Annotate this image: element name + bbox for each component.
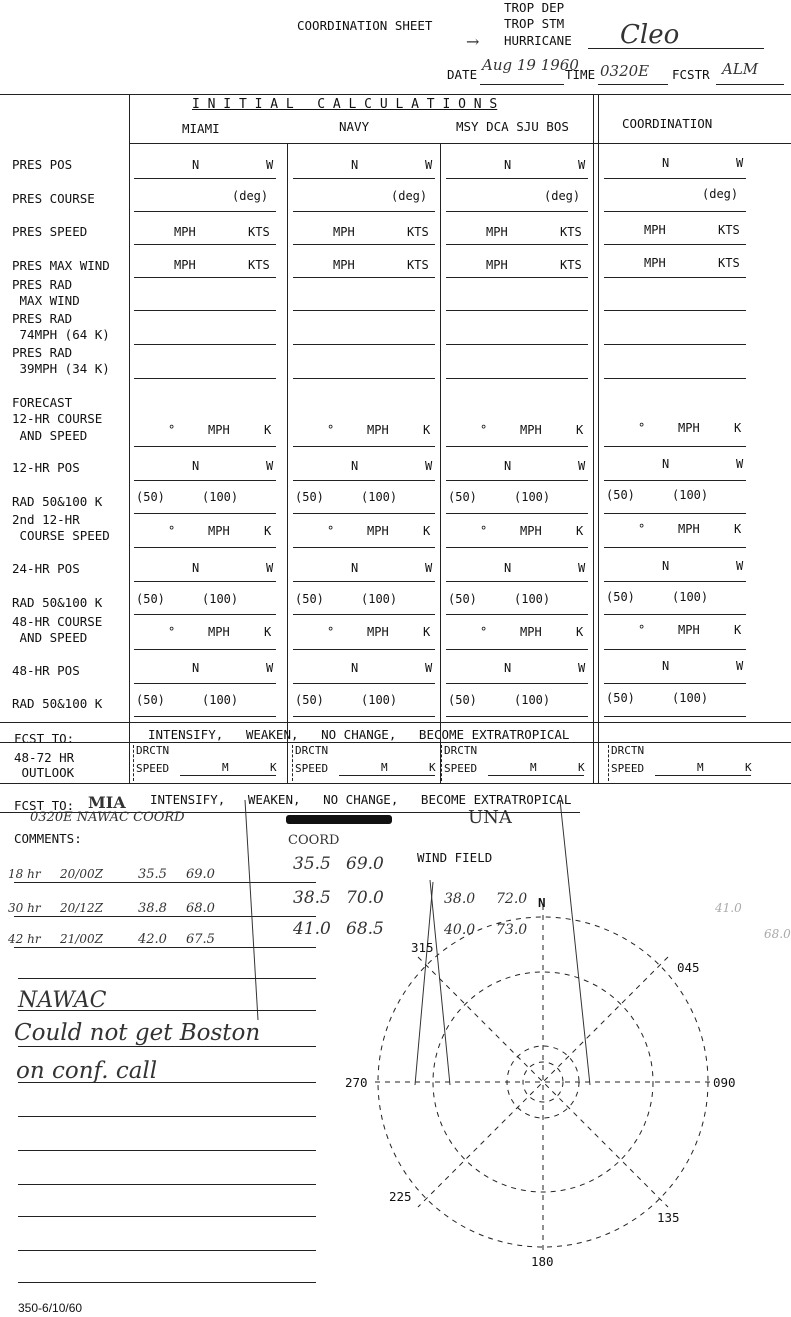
row-label-pres-course: PRES COURSE (12, 191, 95, 206)
note-nawac: NAWAC (18, 988, 107, 1013)
comment-lat-0: 35.5 (138, 867, 167, 882)
2nd-12hr-k-msy[interactable]: K (576, 524, 584, 538)
col-header-navy: NAVY (339, 119, 370, 134)
rad-b-r50-miami[interactable]: (50) (136, 592, 165, 606)
rad-b-r100-miami[interactable]: (100) (202, 592, 239, 606)
forecast-12-mph-msy[interactable]: MPH (520, 423, 542, 437)
pres-pos-w-navy[interactable]: W (425, 158, 433, 172)
pres-max-wind-kts-msy[interactable]: KTS (560, 258, 582, 272)
comment-time-0: 20/00Z (60, 867, 103, 881)
outlook-drctn-3: DRCTN (611, 744, 645, 757)
pres-pos-n-msy[interactable]: N (504, 158, 512, 172)
48hr-course-mph-navy[interactable]: MPH (367, 625, 389, 639)
pres-speed-kts-miami[interactable]: KTS (248, 225, 270, 239)
48hr-pos-w-navy[interactable]: W (425, 661, 433, 675)
storm-type-trop-dep: TROP DEP (504, 0, 565, 15)
outlook-k-3[interactable]: K (745, 761, 752, 774)
comment-blank-line-4 (18, 1116, 316, 1117)
comment-coord-lon-0: 69.0 (346, 854, 384, 874)
48hr-course-deg-coord[interactable]: ° (638, 623, 646, 637)
rad-a-r50-msy[interactable]: (50) (448, 490, 477, 504)
col-header-msy: MSY DCA SJU BOS (456, 119, 569, 134)
comment-coord-lon-2: 68.5 (346, 919, 384, 939)
48hr-pos-w-msy[interactable]: W (578, 661, 586, 675)
compass-135: 135 (657, 1210, 680, 1225)
rad-c-r50-coord[interactable]: (50) (606, 691, 635, 705)
24hr-pos-n-navy[interactable]: N (351, 561, 359, 575)
pres-max-wind-kts-miami[interactable]: KTS (248, 258, 270, 272)
compass-090: 090 (713, 1075, 736, 1090)
48hr-pos-n-navy[interactable]: N (351, 661, 359, 675)
comment-hr-2: 42 hr (8, 932, 41, 946)
24hr-pos-n-msy[interactable]: N (504, 561, 512, 575)
48hr-pos-n-miami[interactable]: N (192, 661, 200, 675)
forecast-12-mph-navy[interactable]: MPH (367, 423, 389, 437)
comment-blank-line-9 (18, 1282, 316, 1283)
comment-blank-line-8 (18, 1250, 316, 1251)
48hr-pos-n-msy[interactable]: N (504, 661, 512, 675)
pres-course-deg-msy[interactable]: (deg) (544, 189, 581, 203)
fcst-to-2-label: FCST TO: (14, 798, 75, 813)
2nd-12hr-mph-miami[interactable]: MPH (208, 524, 230, 538)
pres-max-wind-kts-navy[interactable]: KTS (407, 258, 429, 272)
sheet-title: COORDINATION SHEET (297, 18, 433, 33)
outlook-label: 48-72 HR OUTLOOK (14, 750, 75, 780)
2nd-12hr-mph-navy[interactable]: MPH (367, 524, 389, 538)
wind-field-label: WIND FIELD (417, 850, 493, 865)
forecast-12-k-miami[interactable]: K (264, 423, 272, 437)
rad-a-r100-msy[interactable]: (100) (514, 490, 551, 504)
compass-180: 180 (531, 1254, 554, 1269)
outlook-speed-1[interactable]: SPEED (295, 762, 329, 775)
row-label-rad-a: RAD 50&100 K (12, 494, 103, 509)
12hr-pos-n-navy[interactable]: N (351, 459, 359, 473)
rad-a-r100-miami[interactable]: (100) (202, 490, 239, 504)
comment-hr-0: 18 hr (8, 867, 41, 881)
note-could-not-get-boston: Could not get Boston (14, 1020, 261, 1046)
pres-max-wind-mph-miami[interactable]: MPH (174, 258, 196, 272)
rad-b-r100-msy[interactable]: (100) (514, 592, 551, 606)
24hr-pos-w-coord[interactable]: W (736, 559, 744, 573)
rad-b-r100-coord[interactable]: (100) (672, 590, 709, 604)
row-label-pres-rad-74: PRES RAD 74MPH (64 K) (12, 311, 110, 342)
handdrawn-line-4 (245, 800, 258, 1020)
pres-speed-mph-msy[interactable]: MPH (486, 225, 508, 239)
pres-speed-mph-miami[interactable]: MPH (174, 225, 196, 239)
pres-speed-kts-navy[interactable]: KTS (407, 225, 429, 239)
row-label-pres-speed: PRES SPEED (12, 224, 88, 239)
12hr-pos-n-coord[interactable]: N (662, 457, 670, 471)
outlook-drctn-0: DRCTN (136, 744, 170, 757)
12hr-pos-n-msy[interactable]: N (504, 459, 512, 473)
fcst-to-2-handwritten[interactable]: MIA (88, 793, 126, 812)
compass-225: 225 (389, 1189, 412, 1204)
pres-course-deg-coord[interactable]: (deg) (702, 187, 739, 201)
row-label-12hr-pos: 12-HR POS (12, 460, 80, 475)
compass-n: N (538, 895, 546, 910)
comment-blank-line-5 (18, 1150, 316, 1151)
rad-b-r50-navy[interactable]: (50) (295, 592, 324, 606)
storm-type-arrow: → (466, 32, 480, 51)
2nd-12hr-deg-msy[interactable]: ° (480, 524, 488, 538)
col-header-miami: MIAMI (182, 121, 220, 136)
margin-note-2: 68.0 (764, 927, 791, 941)
48hr-pos-w-coord[interactable]: W (736, 659, 744, 673)
comment-blank-line-2 (18, 1046, 316, 1047)
forecast-12-deg-navy[interactable]: ° (327, 423, 335, 437)
rad-a-r50-miami[interactable]: (50) (136, 490, 165, 504)
48hr-course-deg-miami[interactable]: ° (168, 625, 176, 639)
pres-pos-n-coord[interactable]: N (662, 156, 670, 170)
comment-lon-1: 68.0 (186, 901, 215, 916)
pres-pos-w-miami[interactable]: W (266, 158, 274, 172)
initial-calculations-heading: I N I T I A L C A L C U L A T I O N S (192, 97, 498, 112)
forecast-12-deg-msy[interactable]: ° (480, 423, 488, 437)
24hr-pos-n-coord[interactable]: N (662, 559, 670, 573)
comment-coord-lat-2: 41.0 (293, 919, 331, 939)
outlook-m-1[interactable]: M (381, 761, 388, 774)
comment-lat-1: 38.8 (138, 901, 167, 916)
comment-blank-line-7 (18, 1216, 316, 1217)
rad-b-r50-coord[interactable]: (50) (606, 590, 635, 604)
compass-270: 270 (345, 1075, 368, 1090)
margin-note-1: 41.0 (715, 901, 742, 915)
forecast-12-deg-miami[interactable]: ° (168, 423, 176, 437)
12hr-pos-w-msy[interactable]: W (578, 459, 586, 473)
fcst-options[interactable]: INTENSIFY, WEAKEN, NO CHANGE, BECOME EXTRATROPICAL (148, 727, 570, 742)
rad-c-r50-miami[interactable]: (50) (136, 693, 165, 707)
row-label-48hr-pos: 48-HR POS (12, 663, 80, 678)
coord-note-handwritten: 0320E NAWAC COORD (30, 810, 185, 825)
rad-a-r100-navy[interactable]: (100) (361, 490, 398, 504)
row-label-pres-max-wind: PRES MAX WIND (12, 258, 110, 273)
outlook-m-3[interactable]: M (697, 761, 704, 774)
rad-a-r50-coord[interactable]: (50) (606, 488, 635, 502)
comment-lon-0: 69.0 (186, 867, 215, 882)
2nd-12hr-deg-miami[interactable]: ° (168, 524, 176, 538)
date-label: DATE (447, 67, 478, 82)
row-label-24hr-pos: 24-HR POS (12, 561, 80, 576)
handdrawn-line-2 (415, 882, 433, 1085)
pres-pos-n-miami[interactable]: N (192, 158, 200, 172)
48hr-course-mph-msy[interactable]: MPH (520, 625, 542, 639)
fcst-options-2[interactable]: INTENSIFY, WEAKEN, NO CHANGE, BECOME EXTRATROPICAL (150, 792, 572, 807)
comment-coord-lon-1: 70.0 (346, 888, 384, 908)
comment-x-lat-1: 38.0 (444, 891, 476, 907)
12hr-pos-w-coord[interactable]: W (736, 457, 744, 471)
comment-x-lat-2: 40.0 (444, 922, 476, 938)
24hr-pos-w-msy[interactable]: W (578, 561, 586, 575)
comment-lon-2: 67.5 (186, 932, 215, 947)
compass-045: 045 (677, 960, 700, 975)
pres-speed-kts-coord[interactable]: KTS (718, 223, 740, 237)
rad-c-r50-navy[interactable]: (50) (295, 693, 324, 707)
col-header-coordination: COORDINATION (622, 116, 713, 131)
forecast-12-mph-coord[interactable]: MPH (678, 421, 700, 435)
outlook-speed-0[interactable]: SPEED (136, 762, 170, 775)
12hr-pos-w-navy[interactable]: W (425, 459, 433, 473)
comment-coord-lat-0: 35.5 (293, 854, 331, 874)
fcstr-field[interactable]: ALM (722, 60, 759, 78)
12hr-pos-n-miami[interactable]: N (192, 459, 200, 473)
storm-name-field[interactable]: Cleo (620, 20, 680, 50)
comment-x-lon-1: 72.0 (496, 891, 528, 907)
pres-max-wind-kts-coord[interactable]: KTS (718, 256, 740, 270)
forecast-12-mph-miami[interactable]: MPH (208, 423, 230, 437)
row-label-rad-c: RAD 50&100 K (12, 696, 103, 711)
row-label-forecast-12: FORECAST 12-HR COURSE AND SPEED (12, 395, 103, 443)
compass-315: 315 (411, 940, 434, 955)
48hr-course-k-miami[interactable]: K (264, 625, 272, 639)
pres-max-wind-mph-msy[interactable]: MPH (486, 258, 508, 272)
coord-label-handwritten: COORD (288, 833, 340, 848)
comment-hr-1: 30 hr (8, 901, 41, 915)
rad-a-r50-navy[interactable]: (50) (295, 490, 324, 504)
form-id: 350-6/10/60 (18, 1301, 83, 1315)
una-handwritten: UNA (468, 807, 512, 828)
pres-pos-w-msy[interactable]: W (578, 158, 586, 172)
row-label-pres-rad-max-wind: PRES RAD MAX WIND (12, 277, 80, 308)
outlook-k-0[interactable]: K (270, 761, 277, 774)
rad-c-r50-msy[interactable]: (50) (448, 693, 477, 707)
handdrawn-line-3 (560, 800, 590, 1085)
row-label-rad-b: RAD 50&100 K (12, 595, 103, 610)
comment-blank-line-3 (18, 1082, 316, 1083)
comment-blank-line-1 (18, 1010, 316, 1011)
2nd-12hr-k-navy[interactable]: K (423, 524, 431, 538)
24hr-pos-w-miami[interactable]: W (266, 561, 274, 575)
pres-max-wind-mph-navy[interactable]: MPH (333, 258, 355, 272)
comment-time-1: 20/12Z (60, 901, 103, 915)
outlook-drctn-1: DRCTN (295, 744, 329, 757)
note-conf-call: on conf. call (16, 1058, 158, 1084)
date-field[interactable]: Aug 19 1960 (482, 56, 579, 74)
2nd-12hr-deg-navy[interactable]: ° (327, 524, 335, 538)
rad-b-r50-msy[interactable]: (50) (448, 592, 477, 606)
pres-pos-w-coord[interactable]: W (736, 156, 744, 170)
2nd-12hr-mph-msy[interactable]: MPH (520, 524, 542, 538)
2nd-12hr-k-coord[interactable]: K (734, 522, 742, 536)
forecast-12-k-navy[interactable]: K (423, 423, 431, 437)
pres-course-deg-miami[interactable]: (deg) (232, 189, 269, 203)
rad-a-r100-coord[interactable]: (100) (672, 488, 709, 502)
comment-time-2: 21/00Z (60, 932, 103, 946)
storm-type-trop-stm: TROP STM (504, 16, 565, 31)
row-label-48hr-course: 48-HR COURSE AND SPEED (12, 614, 103, 645)
time-field[interactable]: 0320E (600, 62, 650, 80)
rad-c-r100-msy[interactable]: (100) (514, 693, 551, 707)
comment-lat-2: 42.0 (138, 932, 167, 947)
48hr-pos-n-coord[interactable]: N (662, 659, 670, 673)
outlook-m-2[interactable]: M (530, 761, 537, 774)
48hr-course-k-msy[interactable]: K (576, 625, 584, 639)
row-label-2nd-12hr: 2nd 12-HR COURSE SPEED (12, 512, 110, 543)
comment-blank-line-0 (18, 978, 316, 979)
outlook-m-0[interactable]: M (222, 761, 229, 774)
comment-x-lon-2: 73.0 (496, 922, 528, 938)
forecast-12-deg-coord[interactable]: ° (638, 421, 646, 435)
time-label: TIME (565, 67, 596, 82)
pres-max-wind-mph-coord[interactable]: MPH (644, 256, 666, 270)
handdrawn-line-1 (430, 880, 450, 1085)
24hr-pos-n-miami[interactable]: N (192, 561, 200, 575)
pres-speed-mph-navy[interactable]: MPH (333, 225, 355, 239)
24hr-pos-w-navy[interactable]: W (425, 561, 433, 575)
outlook-k-2[interactable]: K (578, 761, 585, 774)
pres-speed-kts-msy[interactable]: KTS (560, 225, 582, 239)
48hr-course-deg-navy[interactable]: ° (327, 625, 335, 639)
row-label-pres-pos: PRES POS (12, 157, 73, 172)
pres-speed-mph-coord[interactable]: MPH (644, 223, 666, 237)
2nd-12hr-deg-coord[interactable]: ° (638, 522, 646, 536)
fcstr-label: FCSTR (672, 67, 710, 82)
rad-c-r100-miami[interactable]: (100) (202, 693, 239, 707)
row-label-pres-rad-39: PRES RAD 39MPH (34 K) (12, 345, 110, 376)
storm-type-hurricane: HURRICANE (504, 33, 572, 48)
comments-label: COMMENTS: (14, 831, 82, 846)
forecast-12-k-coord[interactable]: K (734, 421, 742, 435)
comment-blank-line-6 (18, 1184, 316, 1185)
outlook-k-1[interactable]: K (429, 761, 436, 774)
2nd-12hr-mph-coord[interactable]: MPH (678, 522, 700, 536)
12hr-pos-w-miami[interactable]: W (266, 459, 274, 473)
comment-coord-lat-1: 38.5 (293, 888, 331, 908)
outlook-speed-2[interactable]: SPEED (444, 762, 478, 775)
pres-course-deg-navy[interactable]: (deg) (391, 189, 428, 203)
rad-b-r100-navy[interactable]: (100) (361, 592, 398, 606)
48hr-course-mph-miami[interactable]: MPH (208, 625, 230, 639)
48hr-course-mph-coord[interactable]: MPH (678, 623, 700, 637)
rad-c-r100-navy[interactable]: (100) (361, 693, 398, 707)
2nd-12hr-k-miami[interactable]: K (264, 524, 272, 538)
rad-c-r100-coord[interactable]: (100) (672, 691, 709, 705)
outlook-speed-3[interactable]: SPEED (611, 762, 645, 775)
48hr-course-k-coord[interactable]: K (734, 623, 742, 637)
48hr-course-deg-msy[interactable]: ° (480, 625, 488, 639)
48hr-course-k-navy[interactable]: K (423, 625, 431, 639)
forecast-12-k-msy[interactable]: K (576, 423, 584, 437)
outlook-drctn-2: DRCTN (444, 744, 478, 757)
48hr-pos-w-miami[interactable]: W (266, 661, 274, 675)
pres-pos-n-navy[interactable]: N (351, 158, 359, 172)
fcst-to-label: FCST TO: (14, 731, 75, 746)
